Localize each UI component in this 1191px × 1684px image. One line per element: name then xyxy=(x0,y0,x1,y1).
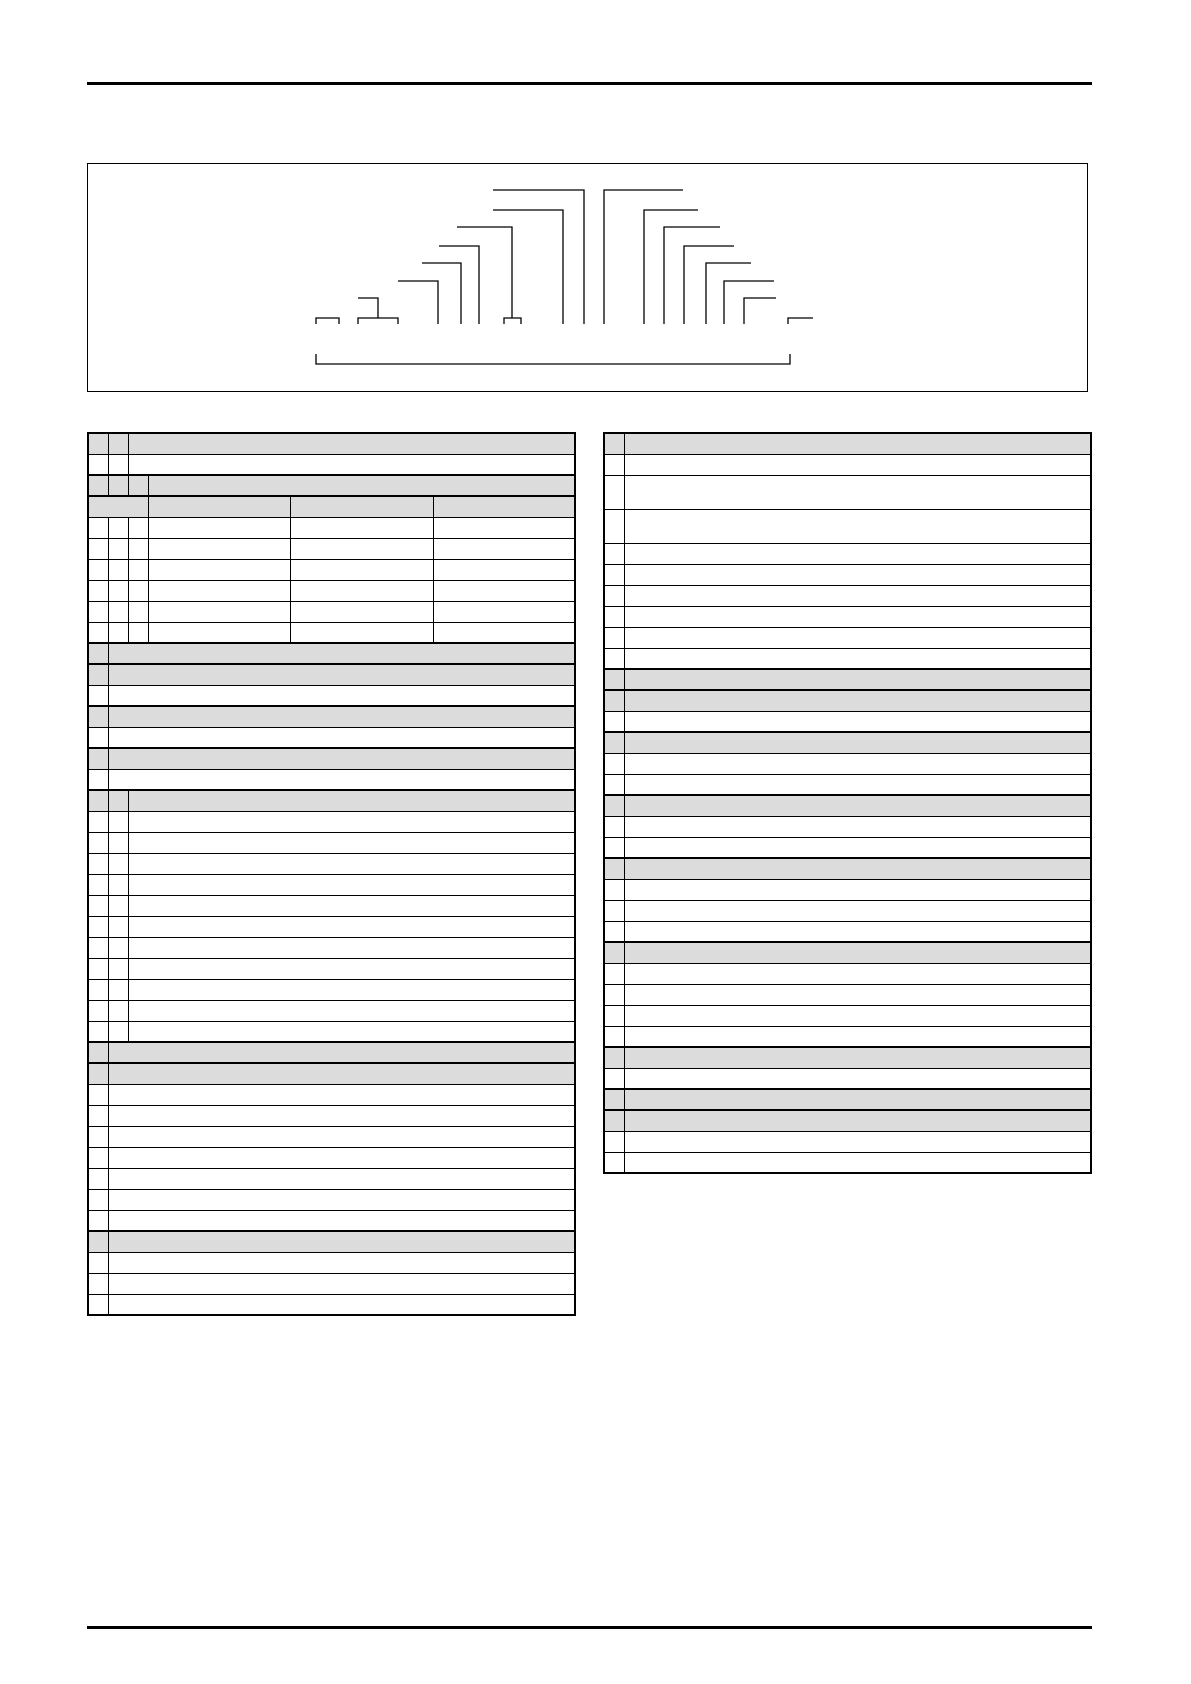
table-cell xyxy=(88,853,108,874)
table-cell xyxy=(624,858,1091,879)
table-row xyxy=(604,753,1091,774)
table-row xyxy=(604,1068,1091,1089)
table-cell xyxy=(108,769,575,790)
table-cell xyxy=(88,832,108,853)
table-cell xyxy=(624,1152,1091,1173)
table-cell xyxy=(604,585,624,606)
type-code-leader-lines xyxy=(88,164,1089,393)
table-cell xyxy=(624,454,1091,475)
table-row xyxy=(604,711,1091,732)
table-cell xyxy=(604,1047,624,1068)
table-header-row xyxy=(88,1042,575,1063)
top-rule xyxy=(87,82,1092,85)
table-cell xyxy=(88,769,108,790)
table-cell xyxy=(128,1021,575,1042)
table-row xyxy=(604,879,1091,900)
table-cell xyxy=(128,937,575,958)
table-header-row xyxy=(88,475,575,496)
table-cell xyxy=(624,753,1091,774)
table-row xyxy=(88,1273,575,1294)
table-cell xyxy=(148,622,290,643)
table-cell xyxy=(88,433,108,454)
table-cell xyxy=(128,454,575,475)
table-cell xyxy=(624,509,1091,543)
table-cell xyxy=(88,1084,108,1105)
code-segment-12 xyxy=(684,246,734,324)
table-cell xyxy=(128,790,575,811)
table-cell xyxy=(128,1000,575,1021)
table-cell xyxy=(604,543,624,564)
table-row xyxy=(88,937,575,958)
table-cell xyxy=(88,1189,108,1210)
table-cell xyxy=(108,1189,575,1210)
table-row xyxy=(88,622,575,643)
table-cell xyxy=(604,690,624,711)
table-cell xyxy=(604,627,624,648)
table-header-row xyxy=(88,496,575,517)
code-segment-4 xyxy=(422,263,461,324)
table-header-row xyxy=(604,1089,1091,1110)
table-cell xyxy=(88,1042,108,1063)
table-header-row xyxy=(88,1063,575,1084)
table-cell xyxy=(128,622,148,643)
code-segment-15 xyxy=(744,298,776,324)
table-cell xyxy=(624,837,1091,858)
table-cell xyxy=(108,706,575,727)
code-segment-5 xyxy=(439,246,479,324)
table-cell xyxy=(128,559,148,580)
table-cell xyxy=(108,1084,575,1105)
table-cell xyxy=(108,748,575,769)
table-cell xyxy=(604,433,624,454)
table-row xyxy=(604,963,1091,984)
table-cell xyxy=(88,1147,108,1168)
table-header-row xyxy=(88,433,575,454)
table-cell xyxy=(108,1273,575,1294)
table-cell xyxy=(88,1294,108,1315)
table-cell xyxy=(128,517,148,538)
table-cell xyxy=(624,606,1091,627)
table-row xyxy=(604,837,1091,858)
table-cell xyxy=(624,900,1091,921)
table-cell xyxy=(108,622,128,643)
table-cell xyxy=(108,559,128,580)
table-cell xyxy=(88,538,108,559)
table-cell xyxy=(604,1005,624,1026)
table-cell xyxy=(148,538,290,559)
table-cell xyxy=(88,643,108,664)
table-header-row xyxy=(604,942,1091,963)
table-cell xyxy=(604,774,624,795)
table-row xyxy=(88,916,575,937)
table-row xyxy=(604,627,1091,648)
left-table-body xyxy=(88,433,575,1315)
table-row xyxy=(88,832,575,853)
table-cell xyxy=(108,874,128,895)
table-row xyxy=(604,1026,1091,1047)
code-segment-11 xyxy=(664,227,720,324)
table-cell xyxy=(624,1068,1091,1089)
table-cell xyxy=(88,748,108,769)
table-cell xyxy=(88,1210,108,1231)
table-cell xyxy=(108,1147,575,1168)
table-row xyxy=(88,1126,575,1147)
table-cell xyxy=(108,937,128,958)
code-segment-2 xyxy=(358,298,398,324)
table-row xyxy=(88,1210,575,1231)
table-row xyxy=(88,853,575,874)
table-cell xyxy=(604,606,624,627)
table-cell xyxy=(604,1026,624,1047)
table-row xyxy=(604,774,1091,795)
table-cell xyxy=(88,727,108,748)
type-code-diagram xyxy=(87,163,1088,392)
table-row xyxy=(88,559,575,580)
table-cell xyxy=(604,454,624,475)
table-cell xyxy=(88,685,108,706)
table-cell xyxy=(624,711,1091,732)
table-row xyxy=(604,475,1091,509)
table-row xyxy=(88,538,575,559)
table-cell xyxy=(108,811,128,832)
table-cell xyxy=(624,1026,1091,1047)
table-cell xyxy=(108,1231,575,1252)
table-cell xyxy=(108,832,128,853)
table-cell xyxy=(88,958,108,979)
table-cell xyxy=(108,1000,128,1021)
table-row xyxy=(88,685,575,706)
table-cell xyxy=(128,874,575,895)
table-cell xyxy=(624,963,1091,984)
table-cell xyxy=(433,517,575,538)
table-cell xyxy=(128,811,575,832)
table-header-row xyxy=(604,669,1091,690)
table-cell xyxy=(88,1021,108,1042)
table-cell xyxy=(604,963,624,984)
table-cell xyxy=(624,1089,1091,1110)
table-row xyxy=(604,1131,1091,1152)
table-row xyxy=(88,811,575,832)
table-cell xyxy=(604,1110,624,1131)
table-cell xyxy=(604,732,624,753)
table-header-row xyxy=(88,664,575,685)
table-cell xyxy=(108,916,128,937)
table-cell xyxy=(290,559,433,580)
table-cell xyxy=(128,475,148,496)
table-cell xyxy=(624,1005,1091,1026)
table-row xyxy=(88,979,575,1000)
table-cell xyxy=(433,622,575,643)
table-row xyxy=(604,606,1091,627)
table-cell xyxy=(604,858,624,879)
table-cell xyxy=(604,1089,624,1110)
table-cell xyxy=(148,559,290,580)
table-cell xyxy=(128,916,575,937)
table-cell xyxy=(108,580,128,601)
table-cell xyxy=(88,937,108,958)
table-header-row xyxy=(604,1110,1091,1131)
table-header-row xyxy=(604,858,1091,879)
table-row xyxy=(88,1021,575,1042)
table-cell xyxy=(433,580,575,601)
table-cell xyxy=(108,475,128,496)
table-cell xyxy=(128,832,575,853)
table-cell xyxy=(128,433,575,454)
table-cell xyxy=(290,622,433,643)
table-cell xyxy=(108,979,128,1000)
table-row xyxy=(604,509,1091,543)
table-cell xyxy=(88,895,108,916)
table-cell xyxy=(624,879,1091,900)
right-table-body xyxy=(604,433,1091,1173)
table-cell xyxy=(624,475,1091,509)
table-cell xyxy=(148,475,575,496)
table-cell xyxy=(88,664,108,685)
table-row xyxy=(88,1189,575,1210)
table-cell xyxy=(290,601,433,622)
table-row xyxy=(604,984,1091,1005)
table-cell xyxy=(290,517,433,538)
table-cell xyxy=(148,601,290,622)
table-cell xyxy=(108,1252,575,1273)
table-row xyxy=(604,585,1091,606)
table-cell xyxy=(624,921,1091,942)
table-cell xyxy=(88,811,108,832)
table-cell xyxy=(148,496,290,517)
table-cell xyxy=(604,509,624,543)
table-cell xyxy=(624,1110,1091,1131)
table-cell xyxy=(88,1231,108,1252)
table-cell xyxy=(88,874,108,895)
table-row xyxy=(88,1105,575,1126)
table-row xyxy=(88,1294,575,1315)
table-cell xyxy=(108,1042,575,1063)
table-row xyxy=(604,454,1091,475)
left-spec-table xyxy=(87,432,576,1316)
table-cell xyxy=(88,622,108,643)
table-cell xyxy=(290,580,433,601)
table-row xyxy=(88,517,575,538)
table-cell xyxy=(128,895,575,916)
table-cell xyxy=(624,690,1091,711)
table-row xyxy=(88,454,575,475)
table-cell xyxy=(624,1131,1091,1152)
table-cell xyxy=(88,1273,108,1294)
table-cell xyxy=(604,1131,624,1152)
table-cell xyxy=(433,496,575,517)
table-cell xyxy=(290,538,433,559)
table-row xyxy=(604,921,1091,942)
table-cell xyxy=(624,433,1091,454)
table-cell xyxy=(88,580,108,601)
table-row xyxy=(604,816,1091,837)
table-row xyxy=(88,580,575,601)
table-cell xyxy=(128,853,575,874)
table-row xyxy=(88,727,575,748)
table-cell xyxy=(108,433,128,454)
code-segment-1 xyxy=(316,318,339,324)
table-cell xyxy=(433,538,575,559)
table-cell xyxy=(604,837,624,858)
table-row xyxy=(88,874,575,895)
table-cell xyxy=(88,1063,108,1084)
table-cell xyxy=(88,475,108,496)
code-segment-3 xyxy=(398,281,438,324)
table-cell xyxy=(604,984,624,1005)
table-cell xyxy=(624,585,1091,606)
table-row xyxy=(88,601,575,622)
table-cell xyxy=(108,517,128,538)
table-header-row xyxy=(604,690,1091,711)
table-header-row xyxy=(604,795,1091,816)
table-cell xyxy=(108,853,128,874)
table-cell xyxy=(128,538,148,559)
table-cell xyxy=(624,564,1091,585)
table-cell xyxy=(604,475,624,509)
table-header-row xyxy=(604,732,1091,753)
table-cell xyxy=(88,517,108,538)
table-cell xyxy=(108,538,128,559)
table-header-row xyxy=(88,748,575,769)
table-cell xyxy=(108,1105,575,1126)
table-cell xyxy=(108,1021,128,1042)
table-cell xyxy=(88,916,108,937)
code-segment-14 xyxy=(724,281,774,324)
code-segment-6 xyxy=(457,227,521,324)
table-cell xyxy=(604,816,624,837)
table-cell xyxy=(624,627,1091,648)
table-cell xyxy=(624,543,1091,564)
table-cell xyxy=(624,984,1091,1005)
table-row xyxy=(88,1084,575,1105)
table-cell xyxy=(108,1168,575,1189)
table-cell xyxy=(88,496,148,517)
table-cell xyxy=(624,732,1091,753)
table-cell xyxy=(148,517,290,538)
table-cell xyxy=(604,753,624,774)
table-cell xyxy=(108,664,575,685)
table-row xyxy=(604,564,1091,585)
table-cell xyxy=(88,1000,108,1021)
table-cell xyxy=(624,648,1091,669)
table-cell xyxy=(604,1068,624,1089)
table-row xyxy=(88,1252,575,1273)
table-cell xyxy=(108,790,128,811)
table-row xyxy=(88,769,575,790)
table-cell xyxy=(108,895,128,916)
table-cell xyxy=(604,669,624,690)
table-cell xyxy=(108,1063,575,1084)
table-cell xyxy=(624,774,1091,795)
table-header-row xyxy=(88,790,575,811)
table-cell xyxy=(624,816,1091,837)
table-cell xyxy=(128,580,148,601)
table-cell xyxy=(88,706,108,727)
table-cell xyxy=(604,921,624,942)
table-row xyxy=(604,543,1091,564)
table-row xyxy=(604,900,1091,921)
table-row xyxy=(604,1152,1091,1173)
table-row xyxy=(88,958,575,979)
table-cell xyxy=(604,711,624,732)
table-cell xyxy=(433,559,575,580)
table-cell xyxy=(128,979,575,1000)
table-cell xyxy=(128,601,148,622)
table-cell xyxy=(604,900,624,921)
table-cell xyxy=(88,454,108,475)
table-cell xyxy=(88,1126,108,1147)
table-cell xyxy=(88,790,108,811)
table-cell xyxy=(108,1294,575,1315)
table-cell xyxy=(604,795,624,816)
table-row xyxy=(604,648,1091,669)
table-header-row xyxy=(88,643,575,664)
table-header-row xyxy=(604,1047,1091,1068)
table-cell xyxy=(604,648,624,669)
table-cell xyxy=(88,1168,108,1189)
table-cell xyxy=(624,795,1091,816)
table-row xyxy=(88,895,575,916)
table-header-row xyxy=(88,1231,575,1252)
table-cell xyxy=(88,559,108,580)
table-cell xyxy=(88,1105,108,1126)
table-cell xyxy=(108,601,128,622)
table-cell xyxy=(108,454,128,475)
table-cell xyxy=(88,979,108,1000)
table-cell xyxy=(604,942,624,963)
bottom-rule xyxy=(87,1626,1092,1629)
table-cell xyxy=(108,727,575,748)
code-segment-16 xyxy=(788,318,813,324)
table-cell xyxy=(108,685,575,706)
table-cell xyxy=(604,879,624,900)
table-cell xyxy=(624,1047,1091,1068)
right-spec-table xyxy=(603,432,1092,1174)
table-cell xyxy=(108,1126,575,1147)
table-cell xyxy=(148,580,290,601)
table-cell xyxy=(108,958,128,979)
table-row xyxy=(88,1000,575,1021)
table-cell xyxy=(88,601,108,622)
table-header-row xyxy=(604,433,1091,454)
table-cell xyxy=(604,564,624,585)
table-row xyxy=(88,1168,575,1189)
table-cell xyxy=(290,496,433,517)
table-cell xyxy=(624,942,1091,963)
table-cell xyxy=(108,643,575,664)
table-header-row xyxy=(88,706,575,727)
table-cell xyxy=(108,1210,575,1231)
table-cell xyxy=(88,1252,108,1273)
table-cell xyxy=(128,958,575,979)
table-cell xyxy=(624,669,1091,690)
code-bracket xyxy=(316,354,790,364)
table-cell xyxy=(433,601,575,622)
table-row xyxy=(604,1005,1091,1026)
table-row xyxy=(88,1147,575,1168)
table-cell xyxy=(604,1152,624,1173)
